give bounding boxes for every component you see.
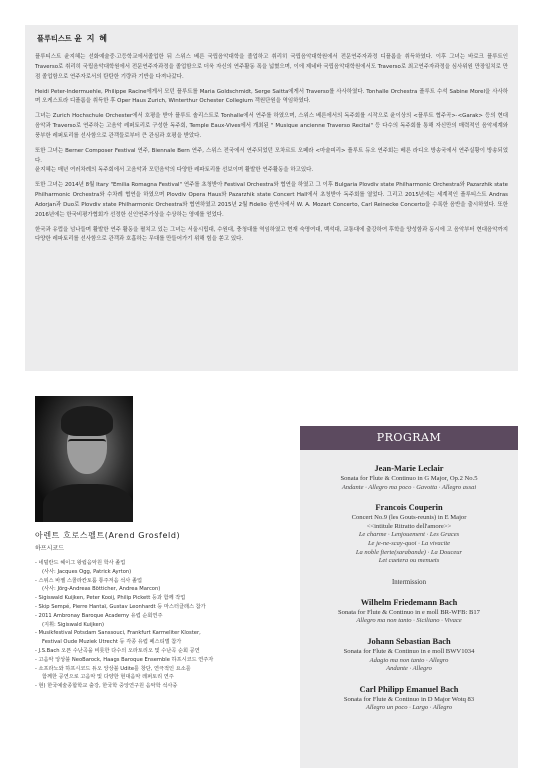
- career-item: 함께한 공연으로 고음악 및 다양한 현대음악 레퍼토리 연주: [42, 674, 174, 681]
- bio-title: [37, 33, 508, 44]
- career-item: - J.S.Bach 오픈 수난곡을 비롯한 다수의 오라토리오 및 수난곡 순회 공연: [35, 647, 200, 654]
- career-item: - 스위스 바젤 스콜라칸토룸 통주저음 석사 졸업: [35, 577, 142, 584]
- career-item: - 고음악 앙상블 NeoBarock, Haags Baroque Ensemble 하프시코드 연주자: [35, 656, 214, 663]
- career-item: (사사: Jacques Ogg, Patrick Ayrton): [42, 568, 132, 575]
- bio-title-prefix: 플루티스트: [37, 34, 72, 43]
- career-item: - 2011 Ambronay Baroque Academy 유럽 순회연주: [35, 612, 163, 619]
- career-item: Festival Oude Muziek Utrecht 등 각종 유럽 페스티벌 참가: [42, 639, 182, 646]
- work-title: <<intitule Ritratto dell'amore>>: [366, 522, 452, 530]
- movements: Le je-ne-scay-quoi · La vivacite: [367, 539, 451, 547]
- program-pieces-first-half: [300, 464, 518, 566]
- bio-title-name: 윤 지 혜: [74, 34, 108, 43]
- career-item: - 소프라노와 하프시코드 듀오 앙상블 Udite를 창단, 연극적인 요소를: [35, 665, 191, 672]
- movements: Adagio ma non tanto · Allegro: [369, 656, 449, 664]
- bio-paragraph: 또한 그녀는 Berner Composer Festival 연주, Biennale Bern 연주, 스위스 전국에서 연주되었던 모차르트 오페라 <마술피리> 플루트 듀오 연주회는 베른 라디오 방송국에서 연주실황이 방송되었다. 윤지혜는 매년 여러차례의 독주회에서 고음악과 모던음악의 다양한 레파토리를 선보이며 활발한 연주활동을 하고있다.: [35, 147, 508, 174]
- composer-name: Carl Philipp Emanuel Bach: [359, 684, 459, 694]
- harpsichordist-profile: [35, 530, 285, 691]
- movements: Andante · Allegro ma poco · Gavotta · Allegro assai: [341, 483, 477, 491]
- movements: Le charme · Lenjouement · Les Graces: [358, 531, 460, 539]
- program-pieces-second-half: [300, 598, 518, 713]
- movements: Allegro un poco · Largo · Allegro: [365, 704, 453, 712]
- career-list: [35, 559, 285, 691]
- performer-role: 하프시코드: [35, 545, 64, 552]
- career-item: (지휘: Sigiswald Kuijken): [42, 621, 105, 628]
- composer-name: Johann Sebastian Bach: [367, 636, 451, 646]
- career-item: - Sigiswald Kuijken, Peter Kooij, Philip Pickett 등과 함께 작업: [35, 595, 186, 602]
- program-piece: [300, 503, 518, 566]
- program-panel: [300, 426, 518, 768]
- movements: La noble fierte(sarabande) · La Douceur: [355, 548, 463, 556]
- movements: Allegro ma non tanto · Siciliano · Vivace: [356, 617, 462, 625]
- intermission-label: Intermission: [392, 578, 426, 586]
- work-title: Concert No.9 (les Gouts-reunis) in E Major: [351, 514, 467, 522]
- movements: Andante · Allegro: [386, 665, 432, 673]
- work-title: Sonata for Flute & Continuo in e moll BR-WFB: B17: [338, 608, 480, 616]
- performer-photo: [35, 396, 133, 522]
- program-header: PROGRAM: [300, 426, 518, 450]
- movements: Let caetera ou menuets: [378, 557, 440, 565]
- composer-name: Jean-Marie Leclair: [374, 464, 444, 473]
- program-piece: [300, 685, 518, 713]
- flutist-bio-section: [25, 25, 518, 371]
- career-item: (사사: Jörg-Andreas Bötticher, Andrea Marcon): [42, 586, 161, 593]
- bio-paragraph: 한국과 유럽을 넘나들며 활발한 연주 활동을 펼치고 있는 그녀는 서울시립대, 수원대, 충청대를 역임하였고 현재 숙명여대, 백석대, 교통대에 출강하여 후학을 양성함과 동시에 고 음악부터 현대음악까지 다양한 레파토리를 선사함으로 관객과 호흡하는 무대를 만들어가기 위해 힘을 쏟고 있다.: [35, 226, 508, 243]
- program-piece: [300, 598, 518, 626]
- performer-name: 아렌트 흐로스펠트(Arend Grosfeld): [35, 531, 181, 540]
- bio-paragraph: Heidi Peter-Indermuehle, Philippe Racine에게서 모던 플루트를 Maria Goldschmidt, Serge Saitta에게서 Traverso를 사사하였다. Tonhalle Orchestra 플루트 수석 Sabine Morel을 사사하며 오케스트라 디플롬을 취득한 후 Oper Haus Zurich, Winterthur Ochester Collegium 객원단원을 역임하였다.: [35, 88, 508, 105]
- work-title: Sonata for Flute & Continuo in G Major, Op.2 No.5: [340, 475, 478, 482]
- bio-paragraph: 그녀는 Zurich Hochschule Orchester에서 호평을 받아 플루트 솔리스트로 Tonhalle에서 연주를 하였으며, 스위스 베른에서의 독주회를 시작으로 윤이상의 <플루트 협주곡>·<Garak> 등의 현대음악과 Traverso로 연주하는 고음악 레퍼토리로 구성한 독주회, Temple Eaux-Vives에서 개최된 " Musique ancienne Traverso Recital" 등 다수의 독주회를 통해 자신만의 매력적인 음악세계와 풍부한 레퍼토리를 선사함으로 관객들로부터 큰 관심과 호평을 받았다.: [35, 113, 508, 139]
- work-title: Sonata for Flute & Continuo in D Major Wotq 83: [343, 695, 475, 703]
- career-item: - 현) 한국예술종합학교 출강, 한국학 중앙연구원 음악학 석사중: [35, 683, 178, 690]
- program-piece: [300, 464, 518, 492]
- composer-name: Francois Couperin: [375, 503, 443, 513]
- bio-paragraph: 플루티스트 윤지혜는 선화예술중·고등학교에서졸업한 뒤 스위스 베른 국립음악대학을 졸업하고 취리히 국립음악대학원에서 전문연주자과정 디플롬을 취득하였다. 이후 그녀는 바로크 플루트인 Traverso로 취리히 국립음악대학원에서 전문연주자과정을 졸업함으로 더욱 자신의 연주활동 폭을 넓혔으며, 이에 제네바 국립음악대학원에서도 Traverso로 최고연주자과정을 심사위원 만장일치로 만점 졸업함으로 연주자로서의 탄탄한 기량과 기반을 다져나갔다.: [35, 54, 508, 80]
- career-item: - Musikfestival Potsdam Sanssouci, Frankfurt Karmeliter Kloster,: [35, 630, 201, 637]
- program-piece: [300, 637, 518, 674]
- work-title: Sonata for Flute & Continuo in e moll BWV1034: [343, 647, 475, 655]
- career-item: - 네덜란드 헤이그 왕립음악원 학사 졸업: [35, 560, 126, 566]
- career-item: - Skip Sempé, Pierre Hantaï, Gustav Leonhardt 등 마스터클래스 참가: [35, 603, 206, 610]
- composer-name: Wilhelm Friedemann Bach: [360, 597, 458, 607]
- bio-paragraph: 또한 그녀는 2014년 8월 Itary "Emilia Romagna Festival" 연주를 초청받아 Festival Orchestra와 협연을 하였고 그 이후 Bulgaria Plovdiv state Philharmonic Orchestra와 Pazarzhik state Philharmonic Orchestra와 수차례 협연을 하였으며 Plovdiv Opera Haus와 Pazarzhik state Concert Hall에서 초청받아 독주회를 열었다. 그리고 2015년에는 세계적인 플루티스트 Andras Adorjan과 Duo로 Plovdiv state Philharmonic Orchestra와 협연하였고 2015년 2월 Fidelio 음반사에서 W. A. Mozart Concerto, Carl Reinecke Concerto을 수록한 음반을 출시하였다. 또한 2016년에는 한국비평가협회가 선정한 신인연주가상을 수상하는 영예를 얻었다.: [35, 182, 508, 218]
